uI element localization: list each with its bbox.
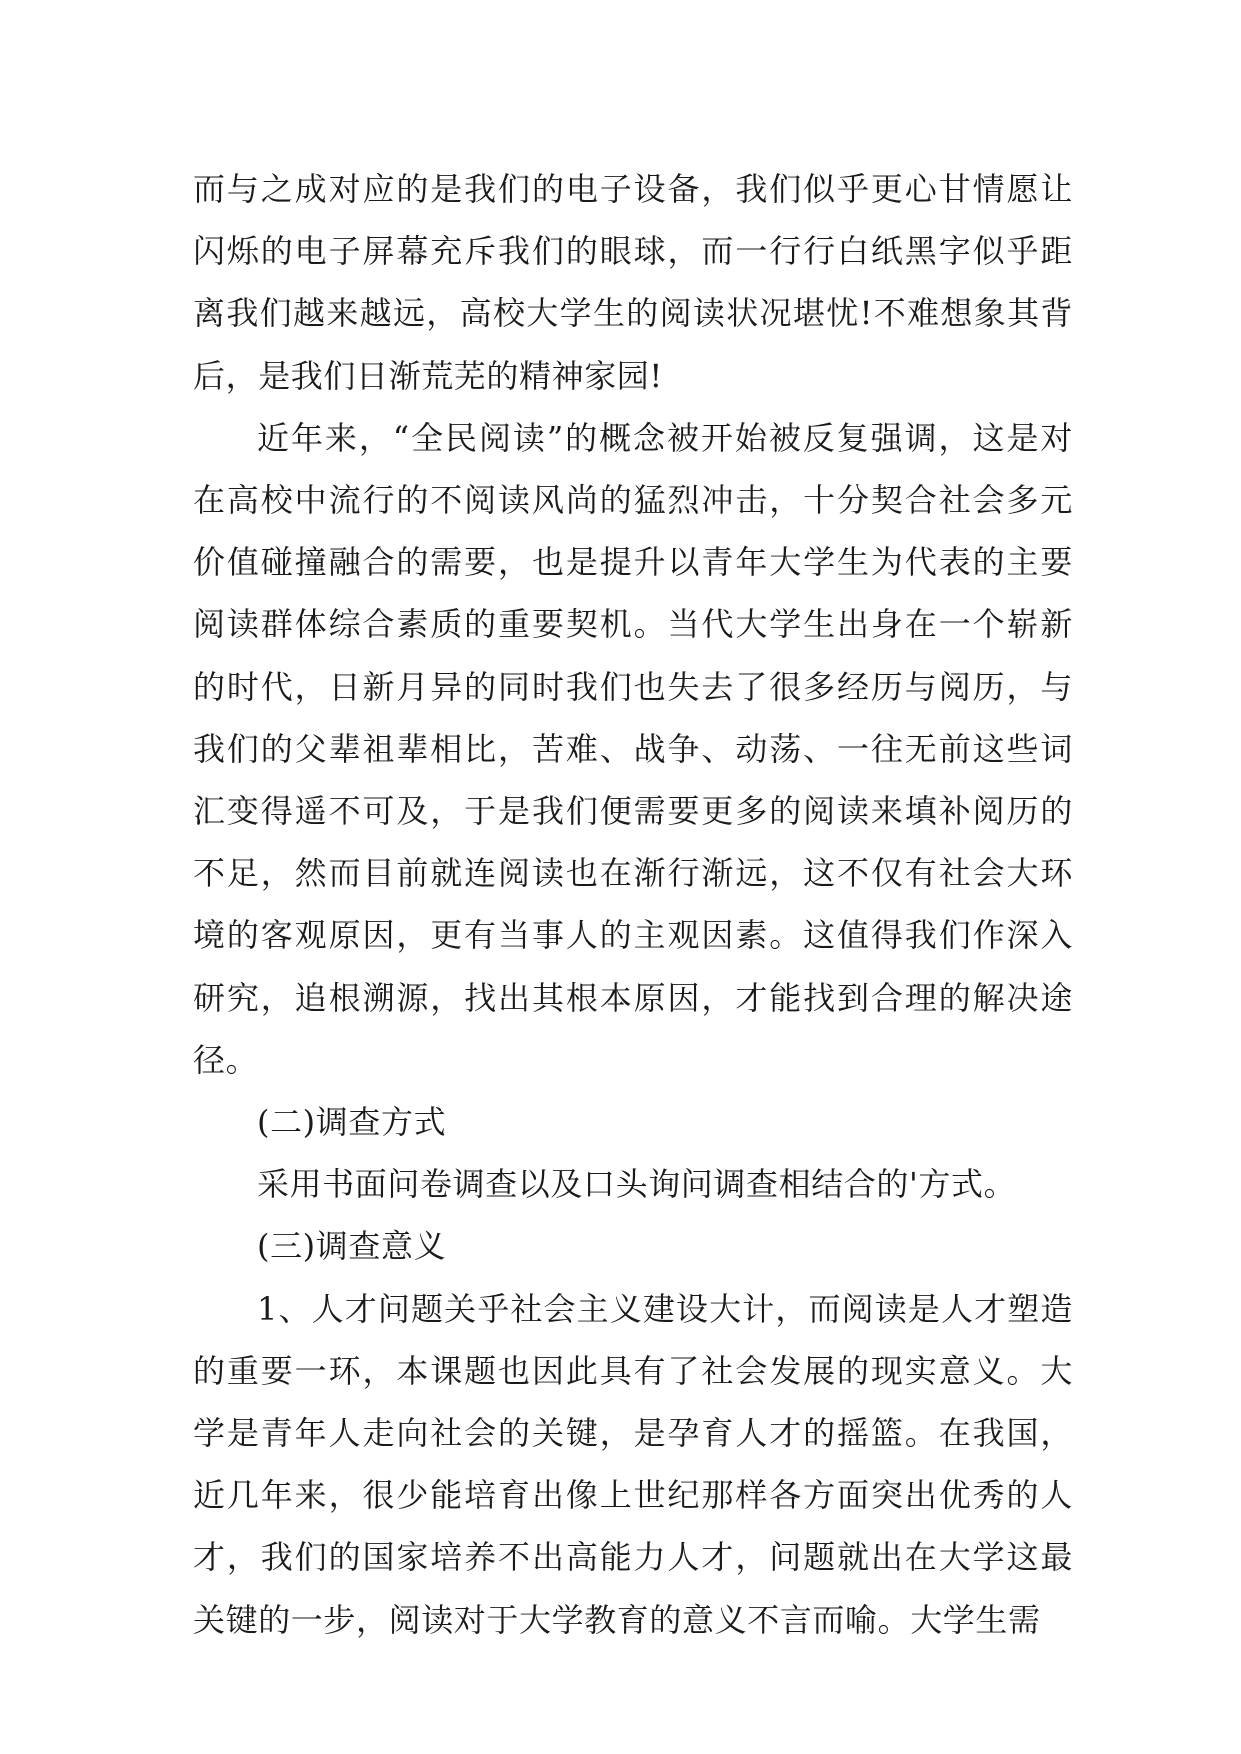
paragraph-significance-1: 1、人才问题关乎社会主义建设大计，而阅读是人才塑造的重要一环，本课题也因此具有了社会发展的现实意义。大学是青年人走向社会的关键，是孕育人才的摇篮。在我国，近几年来，很少能培育出像上世纪那样各方面突出优秀的人才，我们的国家培养不出高能力人才，问题就出在大学这最关键的一步，阅读对于大学教育的意义不言而喻。大学生需: [193, 1289, 1073, 1639]
paragraph-survey-method: 采用书面问卷调查以及口头询问调查相结合的'方式。: [257, 1165, 1017, 1204]
heading-survey-significance: (三)调查意义: [257, 1227, 447, 1266]
paragraph-continuation: 而与之成对应的是我们的电子设备，我们似乎更心甘情愿让闪烁的电子屏幕充斥我们的眼球，而一行行白纸黑字似乎距离我们越来越远，高校大学生的阅读状况堪忧!不难想象其背后，是我们日渐荒芜的精神家园!: [193, 170, 1073, 395]
heading-survey-method: (二)调查方式: [257, 1103, 447, 1142]
body-text: [193, 158, 1073, 1651]
paragraph-background: 近年来，“全民阅读”的概念被开始被反复强调，这是对在高校中流行的不阅读风尚的猛烈冲击，十分契合社会多元价值碰撞融合的需要，也是提升以青年大学生为代表的主要阅读群体综合素质的重要契机。当代大学生出身在一个崭新的时代，日新月异的同时我们也失去了很多经历与阅历，与我们的父辈祖辈相比，苦难、战争、动荡、一往无前这些词汇变得遥不可及，于是我们便需要更多的阅读来填补阅历的不足，然而目前就连阅读也在渐行渐远，这不仅有社会大环境的客观原因，更有当事人的主观因素。这值得我们作深入研究，追根溯源，找出其根本原因，才能找到合理的解决途径。: [193, 418, 1073, 1079]
